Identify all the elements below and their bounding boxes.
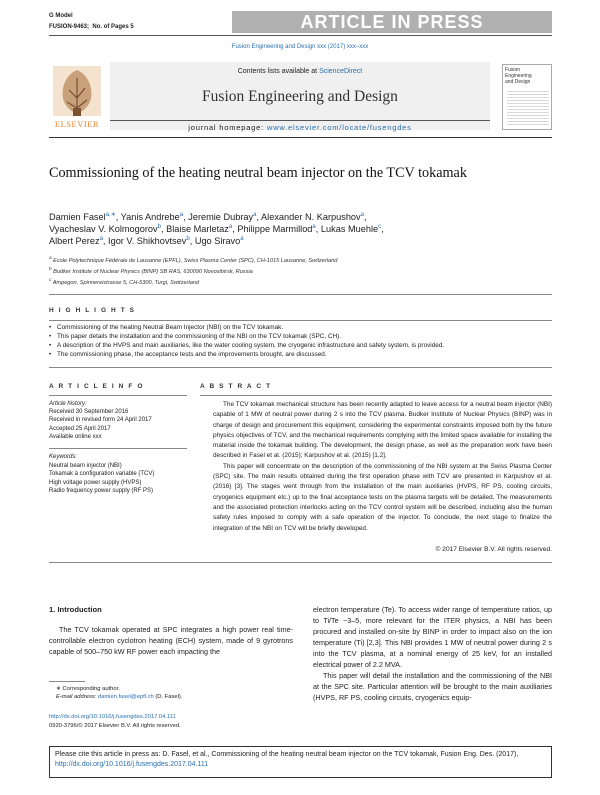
history-accepted: Accepted 25 April 2017 (49, 425, 111, 432)
homepage-link[interactable]: www.elsevier.com/locate/fusengdes (266, 123, 412, 132)
intro-heading: 1. Introduction (49, 605, 102, 614)
doi-link[interactable]: http://dx.doi.org/10.1016/j.fusengdes.2017.04.111 (49, 714, 176, 720)
article-history (49, 400, 189, 441)
intro-paragraph-2: electron temperature (Te). To access wider range of temperature ratios, up to Ti/Te ~3–5, more relevant for the ITER physics, a NBI has been procured and installed on-site by BINP in order to impact also on the ion temperature (Ti) [2,3]. This NBI provides 1 MW of neutral power during 2 s into the TCV plasma, at a nominal energy of 25 keV, for an installed electrical power of 2.2 MVA. (313, 605, 552, 669)
author: Blaise Marletaz$^a$, (166, 223, 235, 234)
affiliation: $^c$ Ampegon, Spinnereistrasse 5, CH-5300, Turgi, Switzerland (49, 277, 200, 286)
journal-reference: Fusion Engineering and Design xxx (2017) xxx–xxx (231, 44, 369, 50)
publisher-name: ELSEVIER (54, 119, 100, 129)
affiliation: $^a$ Ecole Polytechnique Fédérale de Lausanne (EPFL), Swiss Plasma Center (SPC), CH-1015 Lausanne, Switzerland (49, 255, 338, 264)
manuscript-number: FUSION-9463; (49, 24, 90, 30)
highlight-item: • The commissioning phase, the acceptance tests and the improvements brought, are discussed. (49, 350, 552, 359)
sciencedirect-link[interactable]: ScienceDirect (319, 68, 363, 75)
cover-title: Fusion Engineering and Design (505, 67, 532, 85)
history-revised: Received in revised form 24 April 2017 (49, 417, 152, 424)
article-info-heading: A R T I C L E I N F O (49, 383, 144, 390)
homepage-label: journal homepage: (188, 123, 267, 132)
citation-text: Please cite this article in press as: D. Fasel, et al., Commissioning of the heating neutral beam injector on the TCV tokamak, Fusion Eng. Des. (2017), (55, 751, 519, 758)
highlights-list (49, 323, 552, 359)
highlight-item: • Commissioning of the heating Neutral Beam Injector (NBI) on the TCV tokamak. (49, 323, 552, 332)
history-online: Available online xxx (49, 433, 102, 440)
journal-homepage (110, 123, 490, 132)
article-in-press-banner: ARTICLE IN PRESS (232, 11, 552, 33)
author: Yanis Andrebe$^a$, (120, 211, 186, 222)
citation-doi-link[interactable]: http://dx.doi.org/10.1016/j.fusengdes.2017.04.111 (55, 761, 209, 768)
author: Alexander N. Karpushov$^a$, (261, 211, 367, 222)
author: Philippe Marmillod$^a$, (237, 223, 319, 234)
journal-cover-thumbnail (502, 64, 552, 130)
intro-paragraph-3: This paper will detail the installation and the commissioning of the NBI at the SPC site. Particular attention will be brought to the main auxiliaries (HVPS, RF PS, cooling circuits, cryogenics equip- (313, 671, 552, 702)
keyword: High voltage power supply (HVPS) (49, 479, 142, 486)
keyword: Tokamak à configuration variable (TCV) (49, 471, 155, 478)
author: Damien Fasel$^{a,∗}$, (49, 211, 119, 222)
abstract-paragraph-1: The TCV tokamak mechanical structure has been recently adapted to leave access for a neutral beam injector (NBI) capable of 1 MW of neutral power during 2 s into the TCV plasma. Budker Institute of Nuclear Physics (BINP) was in charge of design and procurement this equipment, considering the experimental constraints imposed both by the future physics objectives of TCV, and the mechanical requirements complying with the limited space available for installing the material inside the tokamak building. The development, the design phase, as well as the preparation work have been described in Fasel et al. (2015); Karpushov et al. (2015) [1,2]. (213, 401, 552, 460)
email-link[interactable]: damien.fasel@epfl.ch (97, 693, 154, 700)
intro-paragraph-1: The TCV tokamak operated at SPC integrates a high power real time-controllable electron cyclotron heating (ECH) system, made of 9 gyrotrons capable of 500–750 kW RF power each impacting the (49, 625, 293, 656)
abstract-paragraph-2: This paper will concentrate on the description of the commissioning of the NBI system at the Swiss Plasma Center (SPC) site. The main results obtained during the first operation phase with TCV are presented in Karpushov et al. (2016) [3]. The stages went through from the installation of the main auxiliaries (HVPS, RF PS, cooling circuits, cryogenics equipment etc.) up to the final acceptance tests on the plasma targets will be detailed. The measurements and the associated protection interlocks acting on the TCV control system will be described, including also the human safety rules imposed to comply with a safe operation of the injector. To conclude, the next stage to finalize the integration of the NBI on TCV will be briefly developed. (213, 462, 552, 532)
history-label: Article history: (49, 401, 87, 407)
highlight-item: • This paper details the installation and the commissioning of the NBI on the TCV tokamak (SPC, CH). (49, 332, 552, 341)
author: Albert Perez$^a$, (49, 235, 106, 246)
highlight-item: • A description of the HVPS and main auxiliaries, like the water cooling system, the cryogenic infrastructure and safety system, is provided. (49, 341, 552, 350)
author: Jeremie Dubray$^a$, (188, 211, 259, 222)
abstract-heading: A B S T R A C T (200, 383, 272, 390)
issn-line: 0920-3796/© 2017 Elsevier B.V. All rights reserved. (49, 723, 181, 729)
corresponding-author: ∗ Corresponding author. (56, 686, 120, 692)
g-model-label: G Model (49, 13, 73, 19)
intro-column-right (313, 604, 552, 703)
article-title: Commissioning of the heating neutral beam injector on the TCV tokamak (49, 165, 467, 181)
author: Lukas Muehle$^c$, (320, 223, 384, 234)
copyright: © 2017 Elsevier B.V. All rights reserved. (435, 546, 552, 553)
abstract-body (213, 400, 552, 534)
intro-column-left (49, 624, 293, 657)
footnote (56, 686, 296, 702)
cover-image (507, 91, 549, 127)
keywords (49, 453, 189, 496)
author: Igor V. Shikhovtsev$^b$, (108, 235, 193, 246)
highlights-heading: H I G H L I G H T S (49, 307, 136, 314)
keyword: Neutral beam injector (NBI) (49, 462, 122, 469)
journal-title: Fusion Engineering and Design (202, 88, 398, 105)
affiliations (49, 254, 499, 287)
keyword: Radio frequency power supply (RF PS) (49, 488, 154, 495)
contents-prefix: Contents lists available at (237, 68, 320, 75)
contents-available (110, 67, 490, 76)
author: Vyacheslav V. Kolmogorov$^b$, (49, 223, 164, 234)
author: Ugo Siravo$^a$ (194, 235, 244, 246)
author-list (49, 211, 449, 247)
affiliation: $^b$ Budker Institute of Nuclear Physics (BINP) SB RAS, 630090 Novosibirsk, Russia (49, 266, 253, 275)
keywords-label: Keywords: (49, 454, 78, 460)
email-line: E-mail address: damien.fasel@epfl.ch (D. Fasel). (56, 693, 183, 700)
history-received: Received 30 September 2016 (49, 409, 129, 416)
citation-box (49, 746, 552, 778)
elsevier-logo (49, 64, 105, 130)
page-count: No. of Pages 5 (92, 24, 134, 30)
doi-block (49, 713, 309, 731)
manuscript-id (49, 24, 134, 32)
